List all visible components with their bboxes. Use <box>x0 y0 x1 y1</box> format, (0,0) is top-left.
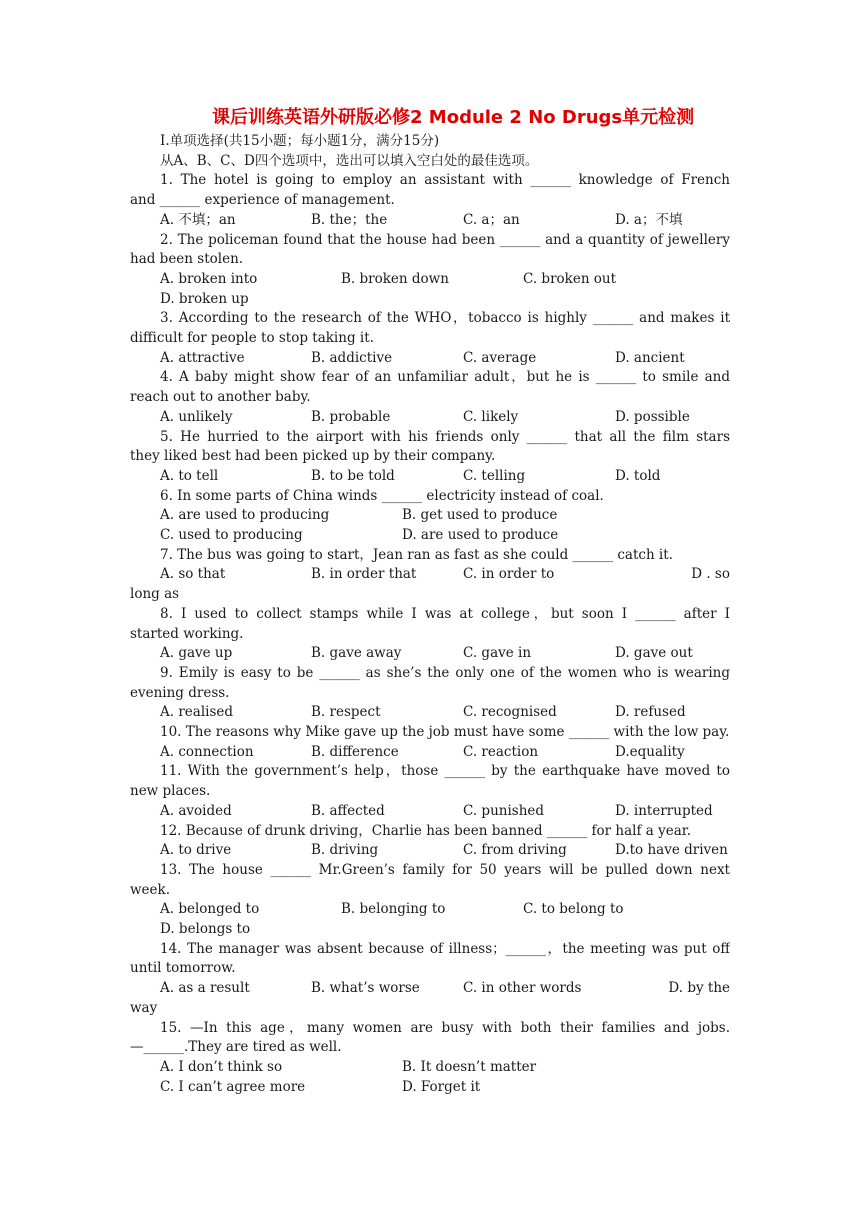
option-row <box>160 407 760 427</box>
answer-option: A. so that <box>160 566 226 583</box>
answer-option: B. addictive <box>311 349 393 366</box>
answer-option: D. told <box>615 467 661 484</box>
answer-option: D. ancient <box>615 349 685 366</box>
question-stem: 9. Emily is easy to be ______ as she’s the only one of the women who is wearing <box>160 664 730 681</box>
question-stem-continued: started working. <box>130 625 244 642</box>
option-row <box>160 643 760 663</box>
question-stem: 2. The policeman found that the house had been ______ and a quantity of jewellery <box>160 231 730 248</box>
question-stem: 12. Because of drunk driving，Charlie has been banned ______ for half a year. <box>160 822 692 839</box>
answer-option: B. probable <box>311 408 391 425</box>
question-stem: 7. The bus was going to start，Jean ran as fast as she could ______ catch it. <box>160 546 673 563</box>
answer-option: C. in other words <box>463 980 582 997</box>
answer-option: C. I can’t agree more <box>160 1078 306 1095</box>
answer-option: D. are used to produce <box>402 527 559 543</box>
option-row <box>160 289 760 309</box>
answer-option: B. gave away <box>311 645 402 662</box>
answer-option: A. I don’t think so <box>160 1058 283 1075</box>
answer-option: D. interrupted <box>615 802 713 819</box>
answer-option: C. used to producing <box>160 527 303 543</box>
option-row <box>160 742 760 762</box>
answer-option: B. what’s worse <box>311 980 420 997</box>
question-stem-continued: reach out to another baby. <box>130 389 311 406</box>
question-stem: 13. The house ______ Mr.Green’s family for 50 years will be pulled down next <box>160 861 730 878</box>
option-row <box>160 1077 760 1097</box>
answer-option: B. respect <box>311 704 381 721</box>
option-row <box>160 564 760 584</box>
question-stem-continued: evening dress. <box>130 684 230 701</box>
answer-option: D.to have driven <box>615 842 728 859</box>
answer-option: C. recognised <box>463 704 557 721</box>
answer-option: C. likely <box>463 408 519 425</box>
option-row <box>160 899 760 919</box>
question-stem-continued: —______.They are tired as well. <box>130 1039 342 1056</box>
answer-option: C. from driving <box>463 842 567 859</box>
answer-option: C. a；an <box>463 211 520 228</box>
answer-option: A. attractive <box>160 349 245 366</box>
question-stem-continued: they liked best had been picked up by their company. <box>130 448 496 465</box>
answer-option: C. in order to <box>463 566 555 583</box>
answer-option: D. gave out <box>615 645 693 662</box>
answer-option: D.equality <box>615 743 685 760</box>
answer-option: A. as a result <box>160 980 250 997</box>
option-row <box>160 269 760 289</box>
answer-option: B. difference <box>311 743 399 760</box>
answer-option: B. get used to produce <box>402 507 558 524</box>
question-stem: 4. A baby might show fear of an unfamiliar adult，but he is ______ to smile and <box>160 369 730 386</box>
answer-option: A. 不填；an <box>160 211 236 228</box>
answer-option: A. gave up <box>160 645 233 662</box>
question-stem-continued: week. <box>130 881 171 898</box>
question-stem: 15. —In this age，many women are busy with both their families and jobs. <box>160 1019 730 1036</box>
answer-option: C. telling <box>463 467 526 484</box>
option-row <box>160 466 760 486</box>
answer-option: C. reaction <box>463 743 539 760</box>
question-stem-continued: and ______ experience of management. <box>130 192 395 209</box>
option-row <box>160 919 760 939</box>
answer-option: A. to tell <box>160 467 219 484</box>
answer-option: C. gave in <box>463 645 532 662</box>
answer-option: D. belongs to <box>160 921 251 937</box>
question-stem-continued: new places. <box>130 783 211 800</box>
answer-option: A. are used to producing <box>160 507 330 524</box>
option-continued: long as <box>130 586 180 603</box>
answer-option: C. to belong to <box>523 901 624 918</box>
answer-option: D. a；不填 <box>615 211 683 228</box>
answer-option: A. broken into <box>160 270 258 287</box>
answer-option: C. punished <box>463 802 545 819</box>
option-row <box>160 210 760 230</box>
question-stem: 3. According to the research of the WHO，tobacco is highly ______ and makes it <box>160 310 730 327</box>
answer-option: D. by the <box>668 980 730 997</box>
question-stem: 6. In some parts of China winds ______ electricity instead of coal. <box>160 487 604 504</box>
answer-option: B. driving <box>311 842 379 859</box>
page-title: 课后训练英语外研版必修2 Module 2 No Drugs单元检测 <box>212 107 695 128</box>
section-heading: Ⅰ.单项选择(共15小题；每小题1分，满分15分) <box>160 133 440 149</box>
answer-option: D. refused <box>615 704 686 721</box>
question-stem: 10. The reasons why Mike gave up the job must have some ______ with the low pay. <box>160 724 730 740</box>
question-stem-continued: until tomorrow. <box>130 960 236 977</box>
question-stem: 1. The hotel is going to employ an assistant with ______ knowledge of French <box>160 172 730 189</box>
answer-option: B. It doesn’t matter <box>402 1058 537 1075</box>
answer-option: A. avoided <box>160 802 232 819</box>
option-row <box>160 840 760 860</box>
answer-option: B. affected <box>311 802 385 819</box>
question-stem-continued: difficult for people to stop taking it. <box>130 330 374 346</box>
answer-option: A. realised <box>160 704 234 721</box>
answer-option: B. to be told <box>311 467 395 484</box>
option-row <box>160 1057 760 1077</box>
answer-option: A. to drive <box>160 842 232 859</box>
question-stem-continued: had been stolen. <box>130 251 244 268</box>
answer-option: C. broken out <box>523 270 617 287</box>
answer-option: B. belonging to <box>341 901 446 918</box>
question-stem: 5. He hurried to the airport with his friends only ______ that all the film stars <box>160 428 730 445</box>
answer-option: A. belonged to <box>160 901 260 918</box>
option-row <box>160 978 760 998</box>
question-stem: 14. The manager was absent because of illness；______，the meeting was put off <box>160 940 730 957</box>
answer-option: D. Forget it <box>402 1078 481 1095</box>
answer-option: B. the；the <box>311 211 388 228</box>
answer-option: B. broken down <box>341 270 449 287</box>
option-row <box>160 348 760 368</box>
answer-option: C. average <box>463 349 537 366</box>
answer-option: D. possible <box>615 408 690 425</box>
answer-option: A. connection <box>160 743 254 760</box>
option-row <box>160 525 760 545</box>
question-stem: 11. With the government’s help，those ______ by the earthquake have moved to <box>160 763 730 780</box>
question-stem: 8. I used to collect stamps while I was at college，but soon I ______ after I <box>160 605 730 622</box>
option-continued: way <box>130 999 158 1016</box>
option-row <box>160 801 760 821</box>
option-row <box>160 505 760 525</box>
section-instruction: 从A、B、C、D四个选项中，选出可以填入空白处的最佳选项。 <box>160 152 539 169</box>
answer-option: D. broken up <box>160 290 249 307</box>
option-row <box>160 702 760 722</box>
answer-option: D . so <box>691 566 730 583</box>
answer-option: A. unlikely <box>160 408 233 425</box>
answer-option: B. in order that <box>311 566 417 583</box>
